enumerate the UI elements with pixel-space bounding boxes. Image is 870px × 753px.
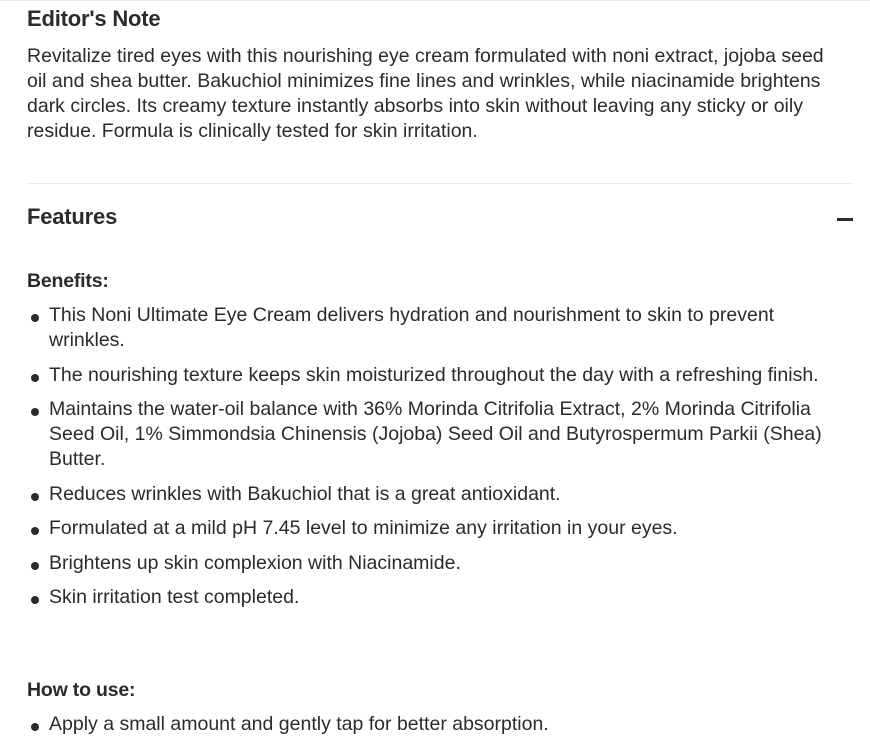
how-to-use-heading: How to use: [27, 679, 136, 701]
bullet-icon [31, 374, 39, 382]
list-item-text: Reduces wrinkles with Bakuchiol that is a great antioxidant. [49, 482, 561, 505]
list-item [27, 363, 847, 388]
bullet-icon [31, 596, 39, 604]
minus-icon[interactable] [837, 218, 853, 221]
benefits-heading: Benefits: [27, 270, 109, 292]
list-item [27, 551, 847, 576]
list-item-text: The nourishing texture keeps skin moisturized throughout the day with a refreshing finish. [49, 363, 819, 386]
list-item-text: Skin irritation test completed. [49, 586, 300, 608]
features-title: Features [27, 204, 118, 229]
how-to-use-list [27, 712, 847, 747]
list-item-text: Formulated at a mild pH 7.45 level to minimize any irritation in your eyes. [49, 517, 678, 539]
section-divider [27, 183, 853, 184]
list-item [27, 397, 847, 472]
bullet-icon [31, 723, 39, 731]
bullet-icon [31, 408, 39, 416]
bullet-icon [31, 527, 39, 535]
features-accordion-header[interactable] [27, 204, 853, 238]
list-item [27, 516, 847, 541]
editors-note-title: Editor's Note [27, 6, 161, 31]
list-item [27, 712, 847, 737]
list-item [27, 482, 847, 507]
editors-note-body: Revitalize tired eyes with this nourishing eye cream formulated with noni extract, jojoba seed oil and shea butter. Bakuchiol minimizes fine lines and wrinkles, while niacinamide brightens dark circles. Its creamy texture instantly absorbs into skin without leaving any sticky or oily residue. Formula is clinically tested for skin irritation. [27, 45, 824, 142]
list-item-text: This Noni Ultimate Eye Cream delivers hydration and nourishment to skin to prevent wrinkles. [49, 304, 775, 351]
bullet-icon [31, 562, 39, 570]
list-item [27, 585, 847, 610]
list-item-text: Apply a small amount and gently tap for better absorption. [49, 713, 549, 735]
bullet-icon [31, 314, 39, 322]
top-divider [0, 0, 870, 1]
list-item [27, 303, 847, 353]
bullet-icon [31, 493, 39, 501]
list-item-text: Brightens up skin complexion with Niacinamide. [49, 551, 461, 574]
list-item-text: Maintains the water-oil balance with 36% Morinda Citrifolia Extract, 2% Morinda Citrifolia Seed Oil, 1% Simmondsia Chinensis (Jojoba) Seed Oil and Butyrospermum Parkii (Shea) Butter. [49, 398, 822, 470]
benefits-list [27, 303, 847, 620]
